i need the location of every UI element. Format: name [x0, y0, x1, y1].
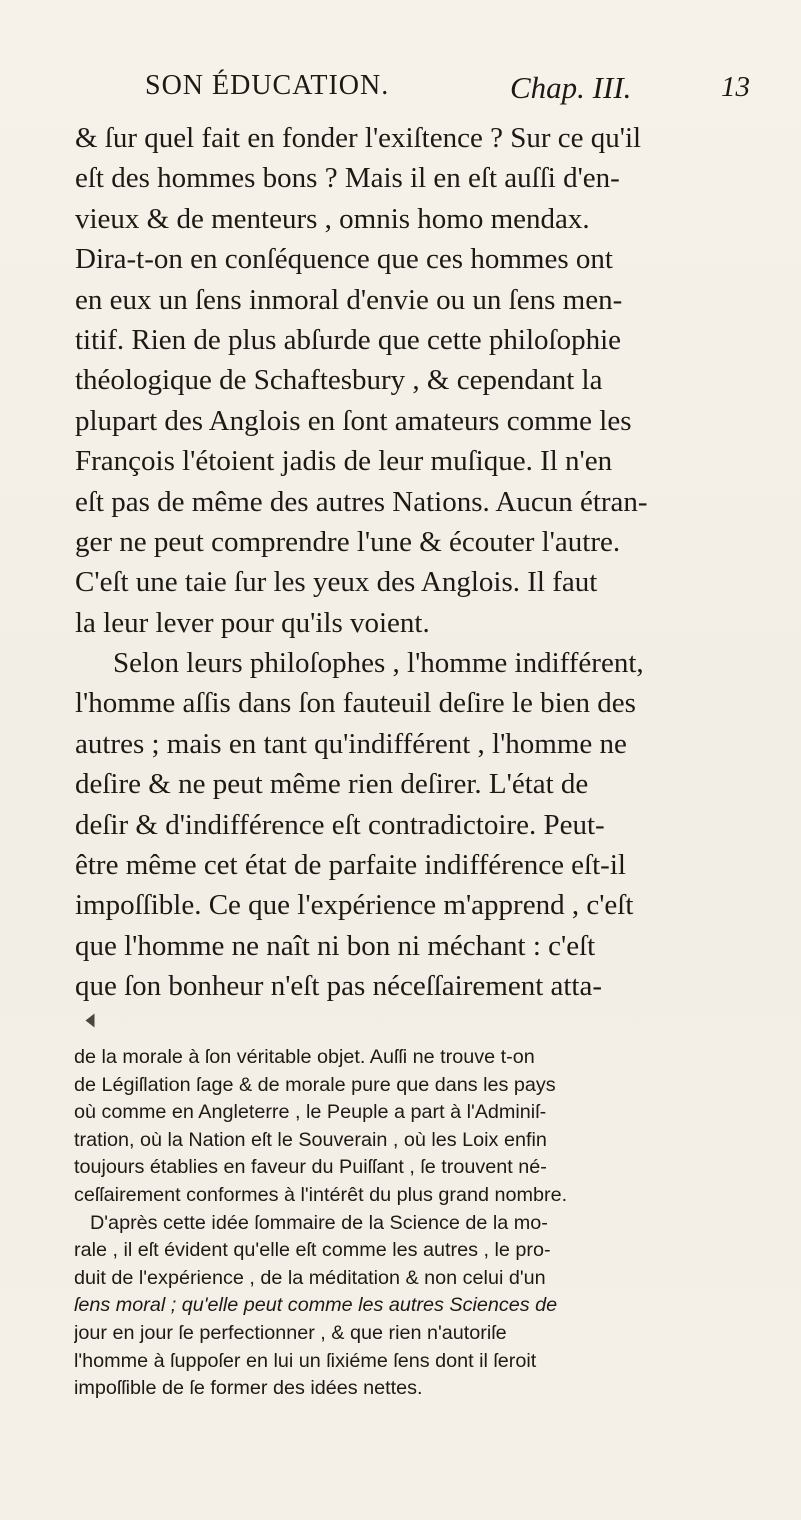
text-line: autres ; mais en tant qu'indifférent , l'homme ne	[75, 727, 627, 760]
footnote-line: où comme en Angleterre , le Peuple a part à l'Adminiſ-	[74, 1101, 547, 1124]
text-line: que l'homme ne naît ni bon ni méchant : c'eſt	[75, 929, 596, 962]
text-line: l'homme aſſis dans ſon fauteuil deſire le bien des	[75, 687, 636, 720]
text-line: François l'étoient jadis de leur muſique. Il n'en	[75, 445, 613, 478]
page-number: 13	[721, 71, 750, 103]
text-line: & ſur quel fait en fonder l'exiſtence ? Sur ce qu'il	[75, 122, 642, 154]
footnote	[74, 1044, 769, 1403]
text-line: deſire & ne peut même rien deſirer. L'état de	[75, 768, 589, 801]
footnote-line: impoſſible de ſe former des idées nettes.	[74, 1377, 423, 1400]
text-line: être même cet état de parfaite indifférence eſt-il	[75, 849, 626, 882]
text-line: eſt pas de même des autres Nations. Aucun étran-	[75, 485, 648, 518]
footnote-line: jour en jour ſe perfectionner , & que rien n'autoriſe	[74, 1321, 507, 1344]
footnote-line: ſens moral ; qu'elle peut comme les autres Sciences de	[74, 1294, 558, 1317]
header-title: SON ÉDUCATION.	[145, 70, 390, 101]
footnote-line: tration, où la Nation eſt le Souverain , où les Loix enfin	[74, 1128, 547, 1151]
text-line: impoſſible. Ce que l'expérience m'apprend , c'eſt	[75, 889, 634, 922]
text-line: deſir & d'indifférence eſt contradictoire. Peut-	[75, 808, 605, 841]
text-line: ger ne peut comprendre l'une & écouter l'autre.	[75, 525, 621, 558]
text-line: vieux & de menteurs , omnis homo mendax.	[75, 202, 590, 235]
text-line: théologique de Schaftesbury , & cependant la	[75, 364, 603, 397]
text-line: eſt des hommes bons ? Mais il en eſt auſſi d'en-	[75, 162, 620, 195]
footnote-line: l'homme à ſuppoſer en lui un ſixiéme ſens dont il ſeroit	[74, 1349, 537, 1372]
text-line: plupart des Anglois en ſont amateurs comme les	[75, 404, 632, 437]
text-line: Dira-t-on en conſéquence que ces hommes ont	[75, 243, 613, 276]
text-line: que ſon bonheur n'eſt pas néceſſairement atta-	[75, 970, 603, 1003]
print-mark-icon	[86, 1014, 95, 1028]
footnote-line: toujours établies en faveur du Puiſſant , ſe trouvent né-	[74, 1156, 547, 1179]
footnote-line: D'après cette idée ſommaire de la Science de la mo-	[90, 1211, 548, 1234]
text-line: C'eſt une taie ſur les yeux des Anglois. Il faut	[75, 566, 598, 599]
text-line: la leur lever pour qu'ils voient.	[75, 606, 430, 639]
footnote-line: de la morale à ſon véritable objet. Auſſi ne trouve t-on	[74, 1046, 535, 1068]
text-line: en eux un ſens inmoral d'envie ou un ſens men-	[75, 283, 623, 316]
footnote-line: ceſſairement conformes à l'intérêt du plus grand nombre.	[74, 1183, 568, 1206]
running-header	[145, 70, 765, 112]
text-line: titif. Rien de plus abſurde que cette philoſophie	[75, 323, 622, 356]
footnote-line: duit de l'expérience , de la méditation & non celui d'un	[74, 1266, 546, 1289]
header-chapter: Chap. III.	[510, 70, 632, 105]
footnote-line: rale , il eſt évident qu'elle eſt comme les autres , le pro-	[74, 1239, 551, 1262]
footnote-line: de Légiſlation ſage & de morale pure que dans les pays	[74, 1073, 556, 1096]
text-line: Selon leurs philoſophes , l'homme indifférent,	[113, 647, 644, 680]
main-text	[75, 118, 765, 1007]
